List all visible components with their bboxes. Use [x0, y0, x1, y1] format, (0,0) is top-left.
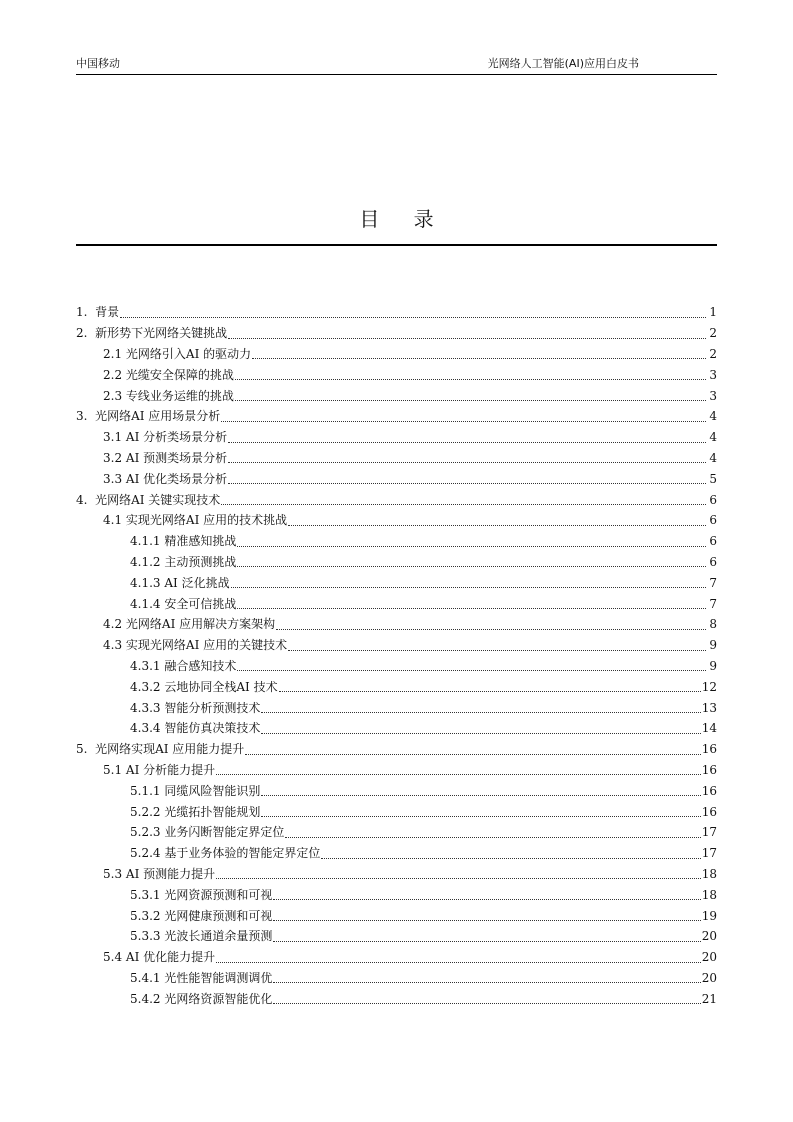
toc-entry-page: 4 — [709, 409, 717, 424]
toc-dot-leader — [228, 328, 706, 339]
toc-entry-number: 4.3.4 — [130, 721, 165, 736]
toc-entry-page: 16 — [701, 804, 717, 819]
toc-dot-leader — [321, 848, 700, 859]
toc-entry-number: 5.1 — [103, 762, 126, 777]
toc-entry-number: 5.4 — [103, 950, 126, 965]
toc-entry-page: 9 — [709, 658, 717, 673]
toc-entry-number: 5.3.3 — [130, 929, 165, 944]
toc-entry-page: 2 — [709, 326, 717, 341]
toc-entry-number: 3.1 — [103, 430, 126, 445]
toc-entry-page: 7 — [709, 575, 717, 590]
toc-dot-leader — [228, 452, 706, 463]
toc-entry-title: 光网络实现AI 应用能力提升 — [95, 742, 245, 757]
toc-entry[interactable] — [76, 988, 717, 1009]
toc-entry[interactable] — [76, 697, 717, 718]
toc-entry-number: 4.3.3 — [130, 700, 165, 715]
toc-dot-leader — [285, 827, 700, 838]
toc-entry-page: 20 — [701, 950, 717, 965]
toc-dot-leader — [237, 536, 706, 547]
toc-entry[interactable] — [76, 656, 717, 677]
toc-entry-number: 5.4.2 — [130, 991, 165, 1006]
toc-entry-title: 背景 — [95, 305, 120, 320]
toc-dot-leader — [216, 764, 701, 775]
toc-entry[interactable] — [76, 364, 717, 385]
toc-entry-title: 智能分析预测技术 — [164, 700, 261, 715]
toc-dot-leader — [221, 494, 706, 505]
toc-dot-leader — [228, 473, 706, 484]
toc-entry-page: 5 — [709, 471, 717, 486]
toc-entry-number: 3.2 — [103, 450, 126, 465]
toc-entry-page: 2 — [709, 346, 717, 361]
toc-entry-number: 5.3.1 — [130, 887, 165, 902]
toc-dot-leader — [216, 868, 701, 879]
toc-entry[interactable] — [76, 905, 717, 926]
toc-entry-page: 6 — [709, 492, 717, 507]
toc-entry-title: 光网络资源智能优化 — [164, 991, 273, 1006]
toc-entry-title: AI 优化能力提升 — [125, 950, 216, 965]
toc-dot-leader — [273, 910, 700, 921]
toc-entry-number: 4.3.2 — [130, 679, 165, 694]
toc-entry-title: 同缆风险智能识别 — [164, 783, 261, 798]
toc-dot-leader — [237, 598, 706, 609]
toc-entry-number: 5.3 — [103, 866, 126, 881]
page-header — [76, 56, 717, 75]
toc-entry-number: 4.1.2 — [130, 554, 165, 569]
toc-entry-title: 光缆安全保障的挑战 — [125, 367, 234, 382]
toc-entry-number: 3.3 — [103, 471, 126, 486]
toc-entry-title: 融合感知技术 — [164, 658, 237, 673]
toc-entry-title: AI 分析能力提升 — [125, 762, 216, 777]
toc-entry-title: 基于业务体验的智能定界定位 — [164, 846, 321, 861]
toc-dot-leader — [252, 348, 706, 359]
toc-entry-number: 4.2 — [103, 617, 126, 632]
toc-entry-number: 2.1 — [103, 346, 126, 361]
toc-entry-page: 13 — [701, 700, 717, 715]
toc-entry-number: 4.3 — [103, 638, 126, 653]
toc-entry-page: 16 — [701, 783, 717, 798]
toc-entry-title: AI 分析类场景分析 — [125, 430, 228, 445]
toc-entry-page: 21 — [701, 991, 717, 1006]
toc-entry-page: 4 — [709, 450, 717, 465]
toc-entry-page: 6 — [709, 554, 717, 569]
toc-dot-leader — [120, 307, 706, 318]
toc-entry[interactable] — [76, 739, 717, 760]
toc-entry[interactable] — [76, 344, 717, 365]
toc-entry[interactable] — [76, 635, 717, 656]
toc-entry[interactable] — [76, 884, 717, 905]
toc-entry-number: 4.1 — [103, 513, 126, 528]
toc-entry-number: 2. — [76, 326, 96, 341]
toc-entry-title: 光网资源预测和可视 — [164, 887, 273, 902]
toc-dot-leader — [221, 411, 706, 422]
toc-entry-number: 3. — [76, 409, 96, 424]
toc-entry-number: 5.1.1 — [130, 783, 165, 798]
toc-entry[interactable] — [76, 427, 717, 448]
toc-entry-page: 20 — [701, 970, 717, 985]
toc-entry[interactable] — [76, 718, 717, 739]
toc-dot-leader — [273, 889, 700, 900]
toc-dot-leader — [273, 931, 700, 942]
toc-dot-leader — [261, 785, 700, 796]
toc-entry[interactable] — [76, 926, 717, 947]
toc-dot-leader — [237, 556, 706, 567]
toc-entry[interactable] — [76, 801, 717, 822]
toc-entry-title: 光网络AI 应用场景分析 — [95, 409, 221, 424]
toc-entry[interactable] — [76, 864, 717, 885]
toc-entry[interactable] — [76, 385, 717, 406]
toc-entry-number: 4.1.3 — [130, 575, 165, 590]
toc-entry-title: 光缆拓扑智能规划 — [164, 804, 261, 819]
toc-dot-leader — [245, 744, 700, 755]
toc-entry-title: 专线业务运维的挑战 — [125, 388, 234, 403]
toc-entry[interactable] — [76, 676, 717, 697]
toc-dot-leader — [261, 806, 700, 817]
toc-entry-page: 14 — [701, 721, 717, 736]
toc-dot-leader — [228, 432, 706, 443]
toc-entry-number: 4. — [76, 492, 96, 507]
toc-entry-page: 17 — [701, 846, 717, 861]
toc-entry-title: 主动预测挑战 — [164, 554, 237, 569]
toc-entry-page: 4 — [709, 430, 717, 445]
header-company: 中国移动 — [76, 57, 120, 70]
toc-dot-leader — [288, 640, 706, 651]
toc-entry-page: 9 — [709, 638, 717, 653]
toc-title: 目 录 — [359, 207, 448, 231]
toc-entry[interactable] — [76, 302, 717, 323]
toc-entry-title: AI 优化类场景分析 — [125, 471, 228, 486]
toc-entry-page: 16 — [701, 762, 717, 777]
toc-entry-title: 云地协同全栈AI 技术 — [164, 679, 278, 694]
toc-dot-leader — [231, 577, 706, 588]
toc-dot-leader — [279, 681, 701, 692]
toc-entry-title: 光网络AI 应用解决方案架构 — [125, 617, 276, 632]
toc-entry-page: 3 — [709, 367, 717, 382]
toc-entry-page: 6 — [709, 534, 717, 549]
toc-entry-title: 业务闪断智能定界定位 — [164, 825, 285, 840]
toc-entry-number: 1. — [76, 305, 96, 320]
toc-entry-title: 光网健康预测和可视 — [164, 908, 273, 923]
toc-entry-page: 1 — [709, 305, 717, 320]
toc-dot-leader — [261, 723, 700, 734]
toc-entry-page: 7 — [709, 596, 717, 611]
toc-entry-title: 新形势下光网络关键挑战 — [95, 326, 228, 341]
toc-dot-leader — [235, 369, 706, 380]
toc-entry[interactable] — [76, 489, 717, 510]
toc-entry-page: 18 — [701, 887, 717, 902]
toc-dot-leader — [216, 952, 701, 963]
toc-dot-leader — [273, 972, 700, 983]
table-of-contents — [76, 302, 717, 1009]
toc-entry-page: 19 — [701, 908, 717, 923]
toc-entry[interactable] — [76, 822, 717, 843]
toc-entry-title: AI 预测类场景分析 — [125, 450, 228, 465]
toc-entry-title: 光性能智能调测调优 — [164, 970, 273, 985]
toc-entry-title: 实现光网络AI 应用的技术挑战 — [125, 513, 288, 528]
toc-dot-leader — [237, 660, 706, 671]
toc-entry-title: 光网络AI 关键实现技术 — [95, 492, 221, 507]
toc-entry-number: 5.2.2 — [130, 804, 165, 819]
toc-entry-number: 5.4.1 — [130, 970, 165, 985]
toc-entry[interactable] — [76, 552, 717, 573]
toc-entry-number: 5.2.4 — [130, 846, 165, 861]
toc-entry[interactable] — [76, 510, 717, 531]
toc-dot-leader — [261, 702, 700, 713]
toc-entry-page: 17 — [701, 825, 717, 840]
toc-entry-number: 5.3.2 — [130, 908, 165, 923]
toc-dot-leader — [288, 515, 706, 526]
toc-entry[interactable] — [76, 780, 717, 801]
toc-entry[interactable] — [76, 572, 717, 593]
toc-entry[interactable] — [76, 593, 717, 614]
toc-entry-page: 3 — [709, 388, 717, 403]
toc-entry[interactable] — [76, 760, 717, 781]
toc-entry-number: 2.2 — [103, 367, 126, 382]
title-divider — [76, 244, 717, 246]
toc-entry[interactable] — [76, 968, 717, 989]
toc-entry-number: 4.1.1 — [130, 534, 165, 549]
toc-entry-number: 4.3.1 — [130, 658, 165, 673]
toc-entry-number: 5. — [76, 742, 96, 757]
toc-dot-leader — [273, 993, 700, 1004]
toc-entry[interactable] — [76, 406, 717, 427]
toc-entry[interactable] — [76, 323, 717, 344]
toc-entry-title: 光网络引入AI 的驱动力 — [125, 346, 252, 361]
toc-entry-title: 安全可信挑战 — [164, 596, 237, 611]
toc-dot-leader — [235, 390, 706, 401]
header-doc-title: 光网络人工智能(AI)应用白皮书 — [487, 57, 639, 70]
toc-entry[interactable] — [76, 531, 717, 552]
toc-entry-page: 20 — [701, 929, 717, 944]
toc-entry-title: AI 泛化挑战 — [164, 575, 230, 590]
toc-entry-number: 2.3 — [103, 388, 126, 403]
toc-entry-number: 4.1.4 — [130, 596, 165, 611]
toc-dot-leader — [276, 619, 706, 630]
toc-entry-title: 精准感知挑战 — [164, 534, 237, 549]
toc-entry-number: 5.2.3 — [130, 825, 165, 840]
toc-entry-title: 实现光网络AI 应用的关键技术 — [125, 638, 288, 653]
toc-entry-page: 8 — [709, 617, 717, 632]
toc-entry[interactable] — [76, 843, 717, 864]
toc-entry[interactable] — [76, 448, 717, 469]
toc-entry-title: AI 预测能力提升 — [125, 866, 216, 881]
toc-entry-page: 6 — [709, 513, 717, 528]
toc-entry-title: 智能仿真决策技术 — [164, 721, 261, 736]
toc-entry-page: 12 — [701, 679, 717, 694]
toc-entry-title: 光波长通道余量预测 — [164, 929, 273, 944]
toc-entry[interactable] — [76, 614, 717, 635]
toc-entry-page: 18 — [701, 866, 717, 881]
toc-entry[interactable] — [76, 947, 717, 968]
toc-entry-page: 16 — [701, 742, 717, 757]
toc-entry[interactable] — [76, 468, 717, 489]
